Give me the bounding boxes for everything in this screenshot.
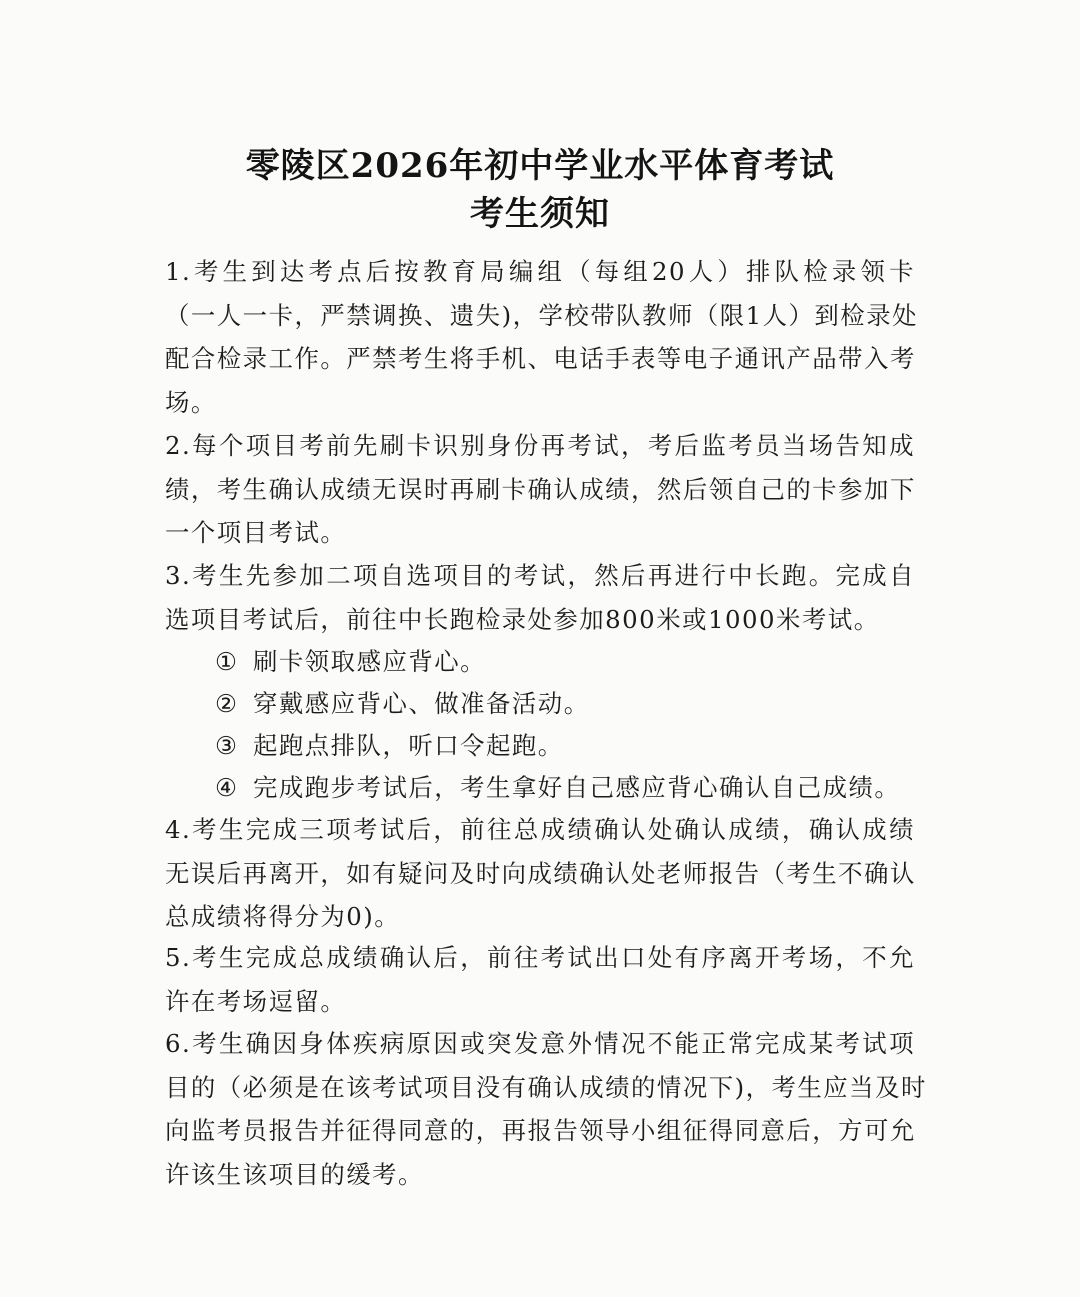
step-number: ② <box>215 689 239 718</box>
step-text: 穿戴感应背心、做准备活动。 <box>253 689 590 718</box>
notice-line: 许该生该项目的缓考。 <box>165 1159 424 1189</box>
step-item-3 <box>215 724 564 768</box>
notice-line: 4.考生完成三项考试后，前往总成绩确认处确认成绩，确认成绩 <box>165 815 915 844</box>
notice-line: 配合检录工作。严禁考生将手机、电话手表等电子通讯产品带入考 <box>165 344 916 373</box>
notice-item-6 <box>165 1022 927 1196</box>
step-item-4 <box>215 766 900 810</box>
notice-line: 选项目考试后，前往中长跑检录处参加800米或1000米考试。 <box>165 604 880 634</box>
notice-line: 6.考生确因身体疾病原因或突发意外情况不能正常完成某考试项 <box>165 1029 915 1058</box>
document-title: 零陵区2026年初中学业水平体育考试 <box>245 146 835 186</box>
document-subtitle: 考生须知 <box>470 194 610 234</box>
notice-line: 目的（必须是在该考试项目没有确认成绩的情况下)，考生应当及时 <box>165 1072 927 1102</box>
notice-line: 场。 <box>165 387 217 417</box>
notice-line: 1.考生到达考点后按教育局编组（每组20人）排队检录领卡 <box>165 257 915 286</box>
notice-line: 一个项目考试。 <box>165 518 347 547</box>
notice-line: 向监考员报告并征得同意的，再报告领导小组征得同意后，方可允 <box>165 1116 916 1145</box>
step-number: ④ <box>215 773 239 802</box>
step-number: ① <box>215 647 239 676</box>
notice-line: 2.每个项目考前先刷卡识别身份再考试，考后监考员当场告知成 <box>165 431 915 460</box>
notice-item-5 <box>165 936 915 1023</box>
notice-item-3 <box>165 554 915 641</box>
notice-line: 绩，考生确认成绩无误时再刷卡确认成绩，然后领自己的卡参加下 <box>165 474 916 504</box>
step-text: 完成跑步考试后，考生拿好自己感应背心确认自己成绩。 <box>253 773 901 802</box>
step-text: 起跑点排队，听口令起跑。 <box>253 731 564 760</box>
notice-line: 5.考生完成总成绩确认后，前往考试出口处有序离开考场，不允 <box>165 943 915 972</box>
notice-line: 无误后再离开，如有疑问及时向成绩确认处老师报告（考生不确认 <box>165 858 916 888</box>
notice-item-2 <box>165 424 915 555</box>
notice-line: 3.考生先参加二项自选项目的考试，然后再进行中长跑。完成自 <box>165 561 915 590</box>
step-text: 刷卡领取感应背心。 <box>253 647 487 676</box>
notice-item-4 <box>165 808 915 939</box>
notice-line: （一人一卡，严禁调换、遗失)，学校带队教师（限1人）到检录处 <box>165 300 918 330</box>
notice-item-1 <box>165 250 918 424</box>
step-item-1 <box>215 640 486 684</box>
step-item-2 <box>215 682 590 726</box>
notice-line: 许在考场逗留。 <box>165 986 347 1016</box>
step-number: ③ <box>215 731 239 760</box>
notice-line: 总成绩将得分为0)。 <box>165 902 401 931</box>
